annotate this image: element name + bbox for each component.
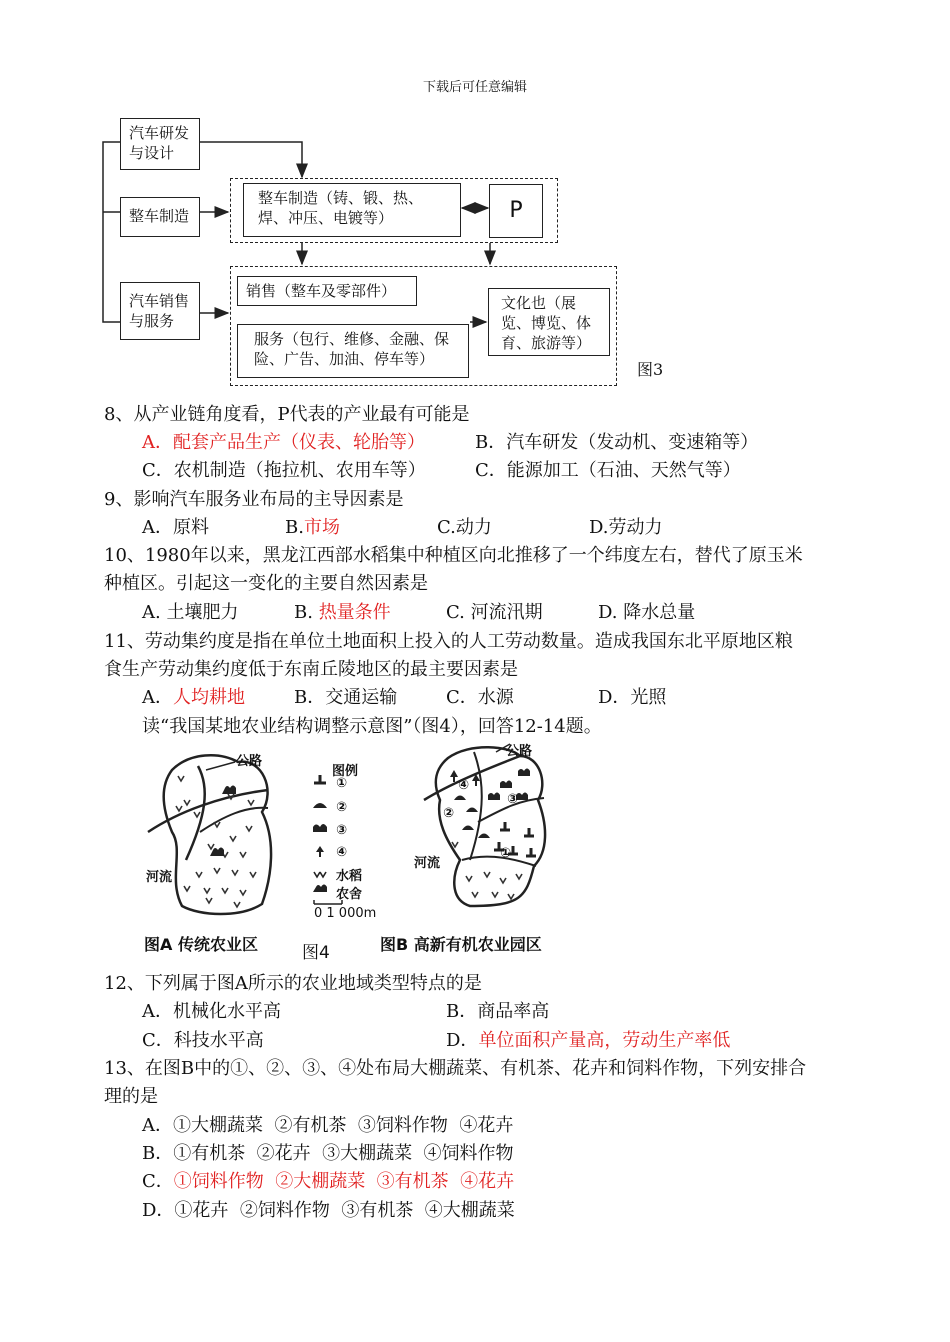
map-b-mark-3: ③ xyxy=(507,792,519,807)
q12-option-a: A．机械化水平高 xyxy=(142,1001,281,1022)
q13-stem-line1: 13、在图B中的①、②、③、④处布局大棚蔬菜、有机茶、花卉和饲料作物，下列安排合 xyxy=(104,1058,807,1079)
q10-stem-line2: 种植区。引起这一变化的主要自然因素是 xyxy=(104,573,428,594)
map-a-caption: 图A 传统农业区 xyxy=(144,935,258,954)
map-b-river-label: 河流 xyxy=(414,856,441,871)
q11-option-a-prefix: A． xyxy=(142,687,173,708)
map-a-road-label: 公路 xyxy=(236,754,263,769)
q10-option-d: D. 降水总量 xyxy=(598,602,696,623)
figure-4-label: 图4 xyxy=(302,943,330,963)
q11-option-b: B．交通运输 xyxy=(294,687,398,708)
map-b-road-label: 公路 xyxy=(506,744,533,759)
box-p: P xyxy=(489,184,543,238)
q13-option-c-prefix: C． xyxy=(142,1171,174,1192)
q13-option-b: B．①有机茶 ②花卉 ③大棚蔬菜 ④饲料作物 xyxy=(142,1143,514,1164)
q10-option-b-answer: 热量条件 xyxy=(318,602,391,623)
box-manufacturing-detail: 整车制造（铸、锻、热、焊、冲压、电镀等） xyxy=(243,183,461,237)
q12-option-c: C．科技水平高 xyxy=(142,1030,264,1051)
q11-option-d: D．光照 xyxy=(598,687,667,708)
q9-option-b-answer: 市场 xyxy=(303,517,340,538)
q9-option-c: C.动力 xyxy=(437,517,492,538)
q9-option-a: A．原料 xyxy=(142,517,209,538)
q13-option-c-answer: ①饲料作物 ②大棚蔬菜 ③有机茶 ④花卉 xyxy=(173,1171,515,1192)
q12-option-d-prefix: D． xyxy=(446,1030,479,1051)
legend-title: 图例 xyxy=(332,764,359,779)
map-b-mark-4: ④ xyxy=(458,778,470,793)
map-b-mark-1: ① xyxy=(500,846,512,861)
q9-stem: 9、影响汽车服务业布局的主导因素是 xyxy=(104,489,404,510)
q13-option-d: D．①花卉 ②饲料作物 ③有机茶 ④大棚蔬菜 xyxy=(142,1200,515,1221)
q12-stem: 12、下列属于图A所示的农业地域类型特点的是 xyxy=(104,973,482,994)
q8-option-b: B．汽车研发（发动机、变速箱等） xyxy=(475,432,759,453)
q8-option-d: C．能源加工（石油、天然气等） xyxy=(475,460,741,481)
box-vehicle-manufacturing: 整车制造 xyxy=(120,197,200,237)
legend-item-4: ④ xyxy=(336,845,348,860)
box-services: 服务（包行、维修、金融、保险、广告、加油、停车等） xyxy=(237,324,469,378)
q8-stem: 8、从产业链角度看，P代表的产业最有可能是 xyxy=(104,404,470,425)
q8-option-c: C．农机制造（拖拉机、农用车等） xyxy=(142,460,426,481)
legend-item-rice: 水稻 xyxy=(336,869,363,884)
q11-stem-line1: 11、劳动集约度是指在单位土地面积上投入的人工劳动数量。造成我国东北平原地区粮 xyxy=(104,631,793,652)
legend-item-3: ③ xyxy=(336,823,348,838)
legend-item-2: ② xyxy=(336,800,348,815)
legend-scale: 0 1 000m xyxy=(314,906,377,921)
figure-3-label: 图3 xyxy=(637,360,664,379)
map-a-river-label: 河流 xyxy=(146,870,173,885)
q11-option-a-answer: 人均耕地 xyxy=(173,687,245,708)
q12-option-d xyxy=(446,1027,730,1055)
q13-option-c xyxy=(142,1168,514,1196)
q8-option-a: A．配套产品生产（仪表、轮胎等） xyxy=(142,432,425,453)
map-b-mark-2: ② xyxy=(443,806,455,821)
box-culture: 文化也（展览、博览、体育、旅游等） xyxy=(488,288,610,356)
q10-option-b-prefix: B. xyxy=(294,602,313,623)
q10-option-c: C. 河流汛期 xyxy=(446,602,543,623)
q13-stem-line2: 理的是 xyxy=(104,1086,158,1107)
q12-option-b: B．商品率高 xyxy=(446,1001,550,1022)
box-sales-service: 汽车销售 与服务 xyxy=(120,282,200,340)
map-b-caption: 图B 高新有机农业园区 xyxy=(380,935,542,954)
q11-option-c: C．水源 xyxy=(446,687,514,708)
q11-stem-line2: 食生产劳动集约度低于东南丘陵地区的最主要因素是 xyxy=(104,659,518,680)
q9-option-d: D.劳动力 xyxy=(589,517,663,538)
box-sales-parts: 销售（整车及零部件） xyxy=(237,276,417,306)
box-rd-design: 汽车研发 与设计 xyxy=(120,118,200,170)
q12-option-d-answer: 单位面积产量高，劳动生产率低 xyxy=(478,1030,731,1051)
q10-stem-line1: 10、1980年以来，黑龙江西部水稻集中种植区向北推移了一个纬度左右，替代了原玉米 xyxy=(104,545,803,566)
page-header: 下载后可任意编辑 xyxy=(422,80,527,95)
legend-item-farmhouse: 农舍 xyxy=(336,887,363,902)
q13-option-a: A．①大棚蔬菜 ②有机茶 ③饲料作物 ④花卉 xyxy=(142,1115,514,1136)
q10-option-a: A. 土壤肥力 xyxy=(142,602,239,623)
fig4-intro: 读“我国某地农业结构调整示意图”（图4），回答12-14题。 xyxy=(142,716,602,737)
q9-option-b-prefix: B. xyxy=(285,517,304,538)
legend-item-1: ① xyxy=(336,776,348,791)
